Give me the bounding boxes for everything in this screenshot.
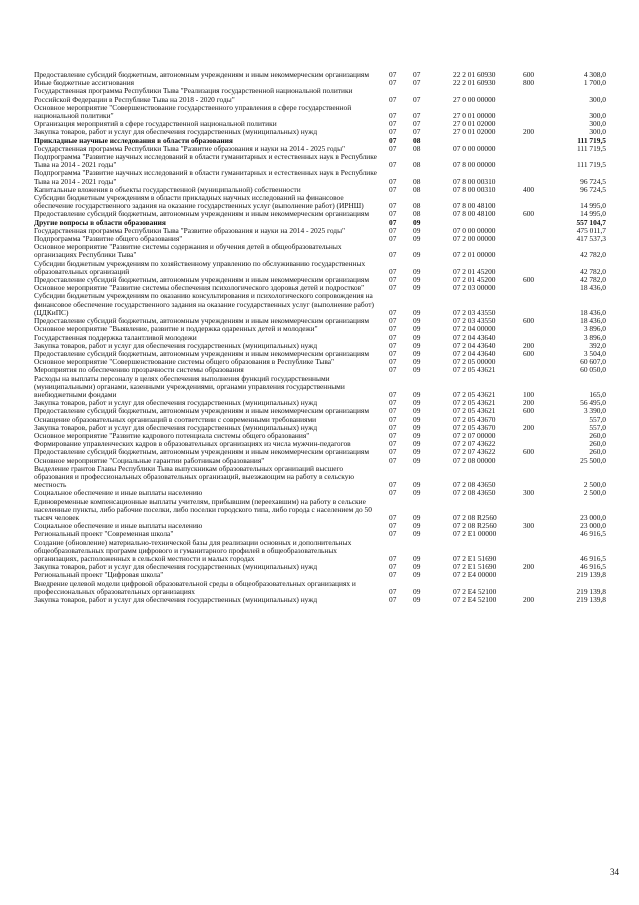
cell-amount: 23 000,0 <box>580 521 606 531</box>
cell-csr: 07 8 00 00000 <box>453 160 496 170</box>
cell-rz: 07 <box>389 332 397 342</box>
table-row <box>34 292 606 317</box>
cell-vr <box>523 539 553 564</box>
cell-csr: 07 2 01 00000 <box>453 250 496 260</box>
cell-rz: 07 <box>389 275 397 285</box>
cell-name: Основное мероприятие "Совершенствование системы общего образования в Республике Тыва" <box>34 357 335 367</box>
cell-vr <box>523 219 553 227</box>
cell-vr: 200 <box>523 398 535 408</box>
cell-amount: 300,0 <box>589 119 606 129</box>
cell-csr: 07 0 00 00000 <box>453 143 496 153</box>
cell-vr <box>523 366 553 374</box>
cell-rz: 07 <box>389 70 397 79</box>
cell-csr: 07 2 05 43621 <box>453 365 496 375</box>
cell-rz: 07 <box>389 488 397 498</box>
cell-rz: 07 <box>389 595 397 604</box>
cell-name: Подпрограмма "Развитие общего образования" <box>34 234 183 244</box>
cell-rz: 07 <box>389 365 397 375</box>
cell-pr: 09 <box>413 365 421 375</box>
cell-amount: 23 000,0 <box>580 512 606 522</box>
cell-vr: 600 <box>523 406 535 416</box>
cell-pr: 09 <box>413 234 421 244</box>
cell-name: Социальное обеспечение и иные выплаты населению <box>34 488 203 498</box>
cell-name: Субсидии бюджетным учреждениям по оказанию консультирования и психологического сопровождения на финансовое обеспечение государственного задания на оказание государственных услуг (выполнение работ) (ЦДКиПС) <box>34 291 374 317</box>
cell-amount: 46 916,5 <box>580 553 606 563</box>
cell-vr <box>523 498 553 523</box>
cell-amount: 18 436,0 <box>580 316 606 326</box>
cell-vr <box>523 104 553 120</box>
cell-pr: 09 <box>413 595 421 604</box>
cell-pr: 09 <box>413 225 421 235</box>
cell-csr: 07 2 08 00000 <box>453 455 496 465</box>
cell-amount: 42 782,0 <box>580 266 606 276</box>
cell-csr: 07 2 E4 52100 <box>453 595 497 604</box>
cell-rz: 07 <box>389 119 397 129</box>
cell-vr <box>523 530 553 538</box>
cell-amount: 2 500,0 <box>583 480 606 490</box>
cell-amount: 56 495,0 <box>580 398 606 408</box>
cell-vr: 600 <box>523 447 535 457</box>
cell-rz: 07 <box>389 225 397 235</box>
table-row <box>34 104 606 120</box>
cell-pr: 09 <box>413 340 421 350</box>
cell-pr: 09 <box>413 389 421 399</box>
cell-rz: 07 <box>389 348 397 358</box>
cell-pr: 09 <box>413 217 421 227</box>
table-row <box>34 465 606 490</box>
cell-name: Создание (обновление) материально-технической базы для реализации основных и дополнительных общеобразовательных программ цифрового и гуманитарного профилей в общеобразовательных организациях, расположенных в сельской местности и малых городах <box>34 537 352 563</box>
cell-rz: 07 <box>389 570 397 580</box>
cell-rz: 07 <box>389 389 397 399</box>
cell-name: Прикладные научные исследования в области образования <box>34 135 233 145</box>
cell-csr: 07 2 04 43640 <box>453 340 496 350</box>
budget-table-body <box>34 71 606 604</box>
cell-vr <box>523 571 553 579</box>
cell-name: Региональный проект "Современная школа" <box>34 529 174 539</box>
cell-pr: 08 <box>413 135 421 145</box>
cell-csr: 07 2 08 R2560 <box>453 512 497 522</box>
cell-pr: 09 <box>413 455 421 465</box>
cell-amount: 219 139,8 <box>576 595 606 604</box>
cell-rz: 07 <box>389 78 397 88</box>
cell-rz: 07 <box>389 176 397 186</box>
cell-name: Формирование управленческих кадров в образовательных организациях из числа мужчин-педагогов <box>34 439 351 449</box>
cell-csr: 07 2 E4 00000 <box>453 570 497 580</box>
cell-name: Закупка товаров, работ и услуг для обеспечения государственных (муниципальных) нужд <box>34 127 318 137</box>
cell-pr: 09 <box>413 414 421 424</box>
cell-csr: 07 2 05 43621 <box>453 389 496 399</box>
cell-name: Основное мероприятие "Совершенствование государственного управления в сфере государственной национальной политики" <box>34 102 352 121</box>
cell-vr <box>523 457 553 465</box>
table-row <box>34 596 606 604</box>
cell-vr <box>523 358 553 366</box>
cell-pr: 09 <box>413 357 421 367</box>
cell-name: Государственная поддержка талантливой молодежи <box>34 332 197 342</box>
cell-pr: 09 <box>413 439 421 449</box>
cell-csr: 07 8 00 48100 <box>453 201 496 211</box>
cell-csr: 07 2 07 43622 <box>453 439 496 449</box>
cell-amount: 557 104,7 <box>576 217 606 227</box>
cell-amount: 60 607,0 <box>580 357 606 367</box>
cell-name: Подпрограмма "Развитие научных исследований в области гуманитарных и естественных наук в Республике Тыва на 2014 - 2021 годы" <box>34 152 377 170</box>
cell-csr: 07 2 01 45200 <box>453 266 496 276</box>
cell-amount: 417 537,3 <box>576 234 606 244</box>
cell-csr: 07 8 00 00310 <box>453 176 496 186</box>
cell-pr: 09 <box>413 529 421 539</box>
cell-pr: 09 <box>413 480 421 490</box>
cell-pr: 09 <box>413 562 421 572</box>
cell-csr: 07 8 00 00310 <box>453 184 496 194</box>
cell-vr: 300 <box>523 521 535 531</box>
cell-pr: 08 <box>413 176 421 186</box>
cell-rz: 07 <box>389 529 397 539</box>
cell-name: Мероприятия по обеспечению прозрачности системы образования <box>34 365 244 375</box>
table-row <box>34 375 606 400</box>
table-row <box>34 243 606 259</box>
cell-amount: 219 139,8 <box>576 570 606 580</box>
cell-name: Расходы на выплаты персоналу в целях обеспечения выполнения функций государственными (муниципальными) органами, казенными учреждениями, органами управления государственными внебюджетными фондами <box>34 373 345 399</box>
cell-pr: 09 <box>413 488 421 498</box>
cell-name: Основное мероприятие "Развитие системы содержания и обучения детей в общеобразовательных организациях Республики Тыва" <box>34 242 342 260</box>
cell-pr: 09 <box>413 266 421 276</box>
cell-pr: 09 <box>413 398 421 408</box>
cell-csr: 07 2 05 43670 <box>453 414 496 424</box>
cell-csr: 27 0 01 02000 <box>453 127 496 137</box>
cell-csr: 27 0 01 00000 <box>453 111 496 121</box>
cell-pr: 08 <box>413 209 421 219</box>
cell-csr: 07 2 E1 51690 <box>453 553 497 563</box>
cell-rz: 07 <box>389 127 397 137</box>
cell-name: Государственная программа Республики Тыва "Реализация государственной национальной политики Российской Федерации в Республике Тыва на 2018 - 2020 годы" <box>34 86 353 104</box>
cell-vr: 400 <box>523 184 535 194</box>
cell-csr: 07 0 00 00000 <box>453 225 496 235</box>
cell-amount: 392,0 <box>589 340 606 350</box>
cell-vr: 200 <box>523 340 535 350</box>
cell-vr <box>523 87 553 103</box>
cell-rz: 07 <box>389 398 397 408</box>
cell-pr: 09 <box>413 307 421 317</box>
cell-rz: 07 <box>389 439 397 449</box>
cell-amount: 96 724,5 <box>580 176 606 186</box>
cell-vr <box>523 292 553 317</box>
cell-name: Внедрение целевой модели цифровой образовательной среды в общеобразовательных организациях и профессиональных образовательных организациях <box>34 578 356 596</box>
table-row <box>34 539 606 564</box>
cell-amount: 4 308,0 <box>583 70 606 79</box>
cell-vr: 800 <box>523 78 535 88</box>
cell-vr <box>523 235 553 243</box>
cell-name: Предоставление субсидий бюджетным, автономным учреждениям и иным некоммерческим организациям <box>34 275 370 285</box>
cell-vr: 200 <box>523 595 535 604</box>
cell-amount: 14 995,0 <box>580 209 606 219</box>
cell-csr: 07 2 03 43550 <box>453 316 496 326</box>
cell-amount: 25 500,0 <box>580 455 606 465</box>
cell-vr: 200 <box>523 127 535 137</box>
table-row <box>34 169 606 185</box>
cell-name: Государственная программа Республики Тыва "Развитие образования и науки на 2014 - 2025 годы" <box>34 143 346 153</box>
budget-table <box>34 71 606 604</box>
cell-pr: 09 <box>413 512 421 522</box>
cell-pr: 09 <box>413 422 421 432</box>
cell-csr: 07 2 04 43640 <box>453 348 496 358</box>
cell-amount: 14 995,0 <box>580 201 606 211</box>
cell-rz: 07 <box>389 111 397 121</box>
cell-csr: 07 2 04 00000 <box>453 324 496 334</box>
cell-pr: 09 <box>413 348 421 358</box>
cell-name: Предоставление субсидий бюджетным, автономным учреждениям и иным некоммерческим организациям <box>34 209 370 219</box>
table-row <box>34 260 606 276</box>
cell-rz: 07 <box>389 184 397 194</box>
cell-rz: 07 <box>389 217 397 227</box>
cell-name: Субсидии бюджетным учреждениям по хозяйственному управлению по обслуживанию государственных образовательных организаций <box>34 258 366 276</box>
cell-name: Оснащение образовательных организаций в соответствии с современными требованиями <box>34 414 317 424</box>
cell-name: Подпрограмма "Развитие научных исследований в области гуманитарных и естественных наук в Республике Тыва на 2014 - 2021 годы" <box>34 168 377 186</box>
cell-pr: 09 <box>413 447 421 457</box>
cell-amount: 557,0 <box>589 414 606 424</box>
cell-vr: 200 <box>523 422 535 432</box>
cell-vr <box>523 243 553 259</box>
cell-csr: 07 2 04 43640 <box>453 332 496 342</box>
cell-pr: 08 <box>413 184 421 194</box>
cell-rz: 07 <box>389 143 397 153</box>
cell-rz: 07 <box>389 209 397 219</box>
cell-vr <box>523 465 553 490</box>
cell-name: Социальное обеспечение и иные выплаты населению <box>34 521 203 531</box>
cell-rz: 07 <box>389 283 397 293</box>
cell-vr <box>523 145 553 153</box>
cell-rz: 07 <box>389 512 397 522</box>
cell-csr: 07 8 00 48100 <box>453 209 496 219</box>
cell-rz: 07 <box>389 160 397 170</box>
cell-pr: 09 <box>413 570 421 580</box>
cell-vr: 600 <box>523 209 535 219</box>
cell-name: Субсидии бюджетным учреждениям в области прикладных научных исследований на финансовое обеспечение государственного задания на оказание государственных услуг (выполнение работ) (ИРНШ) <box>34 193 364 211</box>
cell-csr: 07 2 05 43621 <box>453 398 496 408</box>
cell-pr: 08 <box>413 201 421 211</box>
cell-name: Другие вопросы в области образования <box>34 217 166 227</box>
cell-pr: 07 <box>413 119 421 129</box>
cell-vr <box>523 153 553 169</box>
cell-pr: 07 <box>413 127 421 137</box>
table-row <box>34 153 606 169</box>
cell-rz: 07 <box>389 307 397 317</box>
cell-amount: 46 916,5 <box>580 562 606 572</box>
cell-amount: 300,0 <box>589 127 606 137</box>
cell-vr <box>523 325 553 333</box>
cell-pr: 09 <box>413 283 421 293</box>
cell-rz: 07 <box>389 455 397 465</box>
cell-vr: 100 <box>523 389 535 399</box>
cell-amount: 260,0 <box>589 430 606 440</box>
cell-amount: 3 896,0 <box>583 324 606 334</box>
cell-amount: 3 504,0 <box>583 348 606 358</box>
cell-pr: 07 <box>413 111 421 121</box>
cell-name: Капитальные вложения в объекты государственной (муниципальной) собственности <box>34 184 301 194</box>
cell-csr: 07 2 07 00000 <box>453 430 496 440</box>
cell-pr: 09 <box>413 553 421 563</box>
cell-csr: 07 2 03 43550 <box>453 307 496 317</box>
cell-pr: 09 <box>413 406 421 416</box>
cell-name: Закупка товаров, работ и услуг для обеспечения государственных (муниципальных) нужд <box>34 340 318 350</box>
cell-name: Предоставление субсидий бюджетным, автономным учреждениям и иным некоммерческим организациям <box>34 70 370 79</box>
cell-amount: 300,0 <box>589 111 606 121</box>
cell-rz: 07 <box>389 324 397 334</box>
cell-csr: 07 2 07 43622 <box>453 447 496 457</box>
cell-name: Предоставление субсидий бюджетным, автономным учреждениям и иным некоммерческим организациям <box>34 316 370 326</box>
cell-amount: 557,0 <box>589 422 606 432</box>
cell-name: Предоставление субсидий бюджетным, автономным учреждениям и иным некоммерческим организациям <box>34 447 370 457</box>
cell-name: Единовременные компенсационные выплаты учителям, прибывшим (переехавшим) на работу в сельские населенные пункты, либо рабочие поселки, либо поселки городского типа, либо города с населением до 50 тысяч человек <box>34 496 372 522</box>
cell-name: Государственная программа Республики Тыва "Развитие образования и науки на 2014 - 2025 годы" <box>34 225 346 235</box>
cell-rz: 07 <box>389 94 397 104</box>
cell-name: Закупка товаров, работ и услуг для обеспечения государственных (муниципальных) нужд <box>34 562 318 572</box>
cell-vr: 600 <box>523 275 535 285</box>
cell-rz: 07 <box>389 586 397 596</box>
cell-csr: 07 2 E1 00000 <box>453 529 497 539</box>
cell-amount: 111 719,5 <box>576 160 606 170</box>
cell-pr: 09 <box>413 586 421 596</box>
cell-csr: 07 2 E1 51690 <box>453 562 497 572</box>
cell-csr: 07 2 08 R2560 <box>453 521 497 531</box>
cell-name: Основное мероприятие "Социальные гарантии работникам образования" <box>34 455 265 465</box>
cell-name: Иные бюджетные ассигнования <box>34 78 135 88</box>
cell-name: Предоставление субсидий бюджетным, автономным учреждениям и иным некоммерческим организациям <box>34 348 370 358</box>
cell-rz: 07 <box>389 447 397 457</box>
cell-pr: 09 <box>413 316 421 326</box>
cell-csr: 07 2 E4 52100 <box>453 586 497 596</box>
cell-amount: 165,0 <box>589 389 606 399</box>
cell-vr: 600 <box>523 70 535 79</box>
cell-rz: 07 <box>389 406 397 416</box>
cell-csr: 07 2 05 00000 <box>453 357 496 367</box>
cell-csr: 07 2 05 43670 <box>453 422 496 432</box>
cell-rz: 07 <box>389 316 397 326</box>
cell-pr: 09 <box>413 332 421 342</box>
cell-vr <box>523 580 553 596</box>
cell-name: Закупка товаров, работ и услуг для обеспечения государственных (муниципальных) нужд <box>34 398 318 408</box>
cell-amount: 42 782,0 <box>580 250 606 260</box>
cell-rz: 07 <box>389 562 397 572</box>
cell-vr: 300 <box>523 488 535 498</box>
cell-amount: 46 916,5 <box>580 529 606 539</box>
cell-vr <box>523 137 553 145</box>
cell-vr <box>523 284 553 292</box>
cell-vr: 600 <box>523 316 535 326</box>
cell-amount: 111 719,5 <box>577 135 606 145</box>
cell-name: Региональный проект "Цифровая школа" <box>34 570 164 580</box>
cell-name: Предоставление субсидий бюджетным, автономным учреждениям и иным некоммерческим организациям <box>34 406 370 416</box>
cell-vr <box>523 227 553 235</box>
table-row <box>34 498 606 523</box>
cell-rz: 07 <box>389 340 397 350</box>
cell-rz: 07 <box>389 234 397 244</box>
cell-amount: 96 724,5 <box>580 184 606 194</box>
page-number: 34 <box>610 867 619 877</box>
cell-amount: 42 782,0 <box>580 275 606 285</box>
table-row <box>34 194 606 210</box>
cell-amount: 18 436,0 <box>580 307 606 317</box>
cell-rz: 07 <box>389 357 397 367</box>
cell-name: Основное мероприятие "Выявление, развитие и поддержка одаренных детей и молодежи" <box>34 324 318 334</box>
cell-amount: 1 700,0 <box>583 78 606 88</box>
cell-pr: 08 <box>413 160 421 170</box>
cell-name: Основное мероприятие "Развитие кадрового потенциала системы общего образования" <box>34 430 310 440</box>
cell-csr: 07 2 03 00000 <box>453 283 496 293</box>
cell-csr: 22 2 01 60930 <box>453 70 496 79</box>
cell-pr: 07 <box>413 70 421 79</box>
cell-amount: 475 011,7 <box>576 225 606 235</box>
cell-amount: 2 500,0 <box>583 488 606 498</box>
cell-rz: 07 <box>389 414 397 424</box>
cell-pr: 09 <box>413 324 421 334</box>
cell-amount: 219 139,8 <box>576 586 606 596</box>
cell-csr: 07 2 08 43650 <box>453 480 496 490</box>
cell-rz: 07 <box>389 422 397 432</box>
cell-csr: 22 2 01 60930 <box>453 78 496 88</box>
cell-rz: 07 <box>389 250 397 260</box>
cell-vr <box>523 432 553 440</box>
cell-name: Закупка товаров, работ и услуг для обеспечения государственных (муниципальных) нужд <box>34 595 318 604</box>
cell-rz: 07 <box>389 521 397 531</box>
cell-amount: 111 719,5 <box>576 143 606 153</box>
cell-amount: 3 896,0 <box>583 332 606 342</box>
cell-csr: 07 2 05 43621 <box>453 406 496 416</box>
table-row <box>34 580 606 596</box>
cell-rz: 07 <box>389 553 397 563</box>
cell-csr: 27 0 01 02000 <box>453 119 496 129</box>
cell-rz: 07 <box>389 266 397 276</box>
cell-pr: 09 <box>413 275 421 285</box>
cell-amount: 260,0 <box>589 447 606 457</box>
cell-amount: 18 436,0 <box>580 283 606 293</box>
cell-rz: 07 <box>389 430 397 440</box>
cell-rz: 07 <box>389 480 397 490</box>
cell-vr <box>523 194 553 210</box>
cell-name: Основное мероприятие "Развитие системы обеспечения психологического здоровья детей и подростков" <box>34 283 365 293</box>
cell-csr: 07 2 01 45200 <box>453 275 496 285</box>
table-row <box>34 87 606 103</box>
cell-amount: 60 050,0 <box>580 365 606 375</box>
cell-vr: 200 <box>523 562 535 572</box>
cell-pr: 09 <box>413 250 421 260</box>
cell-vr: 600 <box>523 348 535 358</box>
cell-pr: 07 <box>413 78 421 88</box>
cell-pr: 07 <box>413 94 421 104</box>
cell-pr: 09 <box>413 430 421 440</box>
cell-amount: 260,0 <box>589 439 606 449</box>
cell-amount: 3 390,0 <box>583 406 606 416</box>
cell-vr <box>523 260 553 276</box>
cell-csr: 07 2 08 43650 <box>453 488 496 498</box>
cell-vr <box>523 169 553 185</box>
cell-pr: 08 <box>413 143 421 153</box>
cell-rz: 07 <box>389 201 397 211</box>
cell-csr: 27 0 00 00000 <box>453 94 496 104</box>
cell-csr: 07 2 00 00000 <box>453 234 496 244</box>
cell-rz: 07 <box>389 135 397 145</box>
cell-amount: 300,0 <box>589 94 606 104</box>
cell-name: Выделение грантов Главы Республики Тыва выпускникам образовательных организаций высшего образования и профессиональных образовательных организаций, выезжающим на работу в сельскую местность <box>34 463 354 490</box>
cell-pr: 09 <box>413 521 421 531</box>
cell-name: Закупка товаров, работ и услуг для обеспечения государственных (муниципальных) нужд <box>34 422 318 432</box>
cell-name: Организация мероприятий в сфере государственной национальной политики <box>34 119 277 129</box>
